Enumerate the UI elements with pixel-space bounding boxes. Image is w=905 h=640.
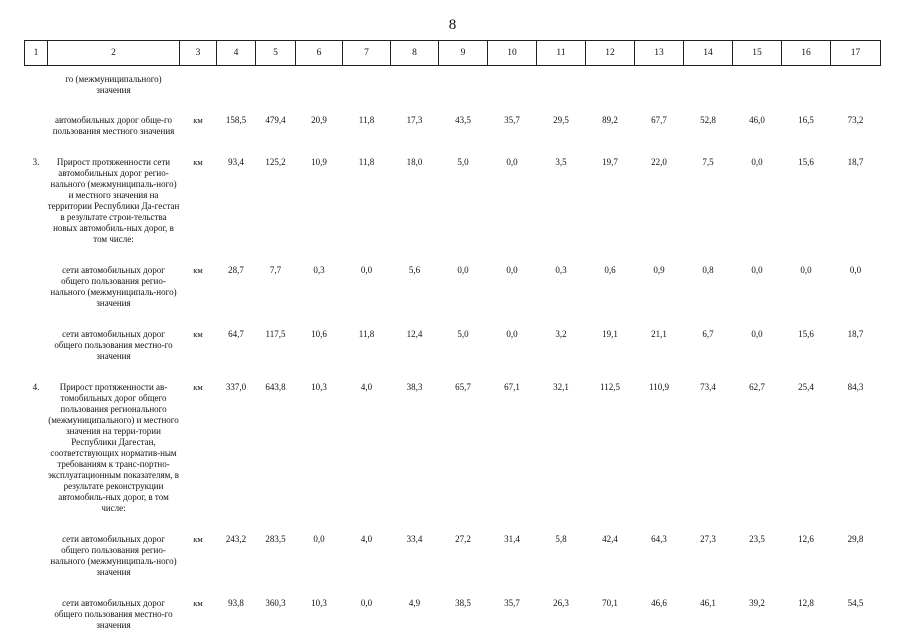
value-cell: 22,0 [651, 157, 667, 167]
header-row [25, 41, 881, 66]
value-cell: 5,0 [457, 329, 469, 339]
value-cell: 15,6 [798, 329, 814, 339]
value-cell [635, 66, 684, 106]
table-row [25, 66, 881, 106]
value-cell [537, 66, 586, 106]
row-number [25, 66, 48, 106]
row-number: 4. [32, 382, 40, 392]
value-cell: 0,0 [506, 157, 518, 167]
value-cell: 16,5 [798, 115, 814, 125]
row-unit: км [193, 265, 203, 275]
header-cell: 16 [782, 41, 831, 66]
value-cell: 7,7 [269, 265, 282, 275]
value-cell: 65,7 [455, 382, 471, 392]
row-description: Прирост протяженности сети автомобильных дорог регио-нального (межмуниципаль-ного) и местного значения на территории Республики Да-гестан в результате строи-тельства новых автомобиль-ных дорог, в том числе: [47, 157, 180, 244]
table-row [25, 255, 881, 319]
value-cell: 5,8 [555, 534, 567, 544]
header-cell: 3 [180, 41, 217, 66]
table-row [25, 588, 881, 631]
value-cell: 67,1 [504, 382, 520, 392]
value-cell: 32,1 [553, 382, 569, 392]
value-cell: 0,0 [506, 329, 518, 339]
value-cell: 11,8 [358, 157, 375, 167]
value-cell [439, 66, 488, 106]
header-cell: 11 [537, 41, 586, 66]
value-cell: 28,7 [228, 265, 244, 275]
value-cell [343, 66, 391, 106]
row-number [25, 524, 48, 588]
row-number [25, 588, 48, 631]
value-cell: 27,2 [455, 534, 471, 544]
value-cell: 0,0 [751, 265, 763, 275]
value-cell: 93,8 [228, 598, 244, 608]
row-description: сети автомобильных дорог общего пользования регио-нального (межмуниципаль-ного) значения [50, 534, 177, 577]
row-unit: км [193, 115, 203, 125]
value-cell: 0,6 [604, 265, 616, 275]
header-cell: 5 [256, 41, 296, 66]
value-cell: 46,0 [749, 115, 765, 125]
value-cell: 0,0 [313, 534, 325, 544]
value-cell: 0,0 [360, 265, 373, 275]
value-cell: 283,5 [265, 534, 286, 544]
value-cell: 337,0 [225, 382, 247, 392]
value-cell: 15,6 [798, 157, 814, 167]
value-cell: 20,9 [311, 115, 327, 125]
value-cell: 73,4 [700, 382, 716, 392]
value-cell [782, 66, 831, 106]
header-cell: 13 [635, 41, 684, 66]
value-cell: 70,1 [602, 598, 618, 608]
table-row [25, 319, 881, 372]
row-unit: км [193, 382, 203, 392]
value-cell: 29,8 [847, 534, 864, 544]
row-description: го (межмуниципального) значения [65, 74, 162, 95]
value-cell: 5,0 [457, 157, 469, 167]
value-cell: 11,8 [358, 115, 375, 125]
value-cell: 10,3 [311, 598, 327, 608]
value-cell: 12,8 [798, 598, 814, 608]
data-table [24, 40, 881, 631]
row-unit: км [193, 329, 203, 339]
value-cell: 12,4 [406, 329, 423, 339]
value-cell: 3,2 [555, 329, 567, 339]
value-cell: 110,9 [649, 382, 669, 392]
header-cell: 9 [439, 41, 488, 66]
value-cell: 62,7 [749, 382, 765, 392]
row-unit [180, 66, 217, 106]
value-cell: 4,0 [360, 534, 373, 544]
value-cell: 360,3 [265, 598, 286, 608]
header-cell: 10 [488, 41, 537, 66]
value-cell: 25,4 [798, 382, 814, 392]
row-unit: км [193, 157, 203, 167]
value-cell: 33,4 [406, 534, 423, 544]
row-number [25, 255, 48, 319]
header-cell: 17 [831, 41, 881, 66]
value-cell: 243,2 [225, 534, 247, 544]
value-cell: 42,4 [602, 534, 618, 544]
value-cell: 54,5 [847, 598, 864, 608]
row-unit: км [193, 534, 203, 544]
value-cell: 4,9 [408, 598, 421, 608]
value-cell: 11,8 [358, 329, 375, 339]
header-cell: 2 [48, 41, 180, 66]
row-description: Прирост протяженности ав-томобильных дорог общего пользования регионального (межмуниципального) и местного значения на терри-тории Республики Дагестан, соответствующих норматив-ным требованиям к транс-портно-эксплуатационным показателям, в результате реконструкции автомобиль-ных дорог, в том числе: [47, 382, 180, 513]
header-cell: 15 [733, 41, 782, 66]
value-cell: 39,2 [749, 598, 765, 608]
value-cell: 93,4 [228, 157, 244, 167]
value-cell [391, 66, 439, 106]
value-cell [586, 66, 635, 106]
value-cell: 35,7 [504, 115, 520, 125]
value-cell: 35,7 [504, 598, 520, 608]
value-cell: 38,3 [406, 382, 423, 392]
value-cell: 67,7 [651, 115, 667, 125]
value-cell [217, 66, 256, 106]
value-cell: 64,7 [228, 329, 244, 339]
value-cell: 0,0 [751, 329, 763, 339]
value-cell [296, 66, 343, 106]
value-cell: 27,3 [700, 534, 716, 544]
value-cell: 73,2 [847, 115, 864, 125]
value-cell: 43,5 [455, 115, 471, 125]
row-description: автомобильных дорог обще-го пользования местного значения [52, 115, 175, 136]
value-cell: 18,0 [406, 157, 423, 167]
value-cell: 10,6 [311, 329, 327, 339]
value-cell: 0,0 [800, 265, 812, 275]
value-cell: 5,6 [408, 265, 421, 275]
value-cell: 6,7 [702, 329, 714, 339]
value-cell: 23,5 [749, 534, 765, 544]
value-cell [488, 66, 537, 106]
value-cell [256, 66, 296, 106]
value-cell: 26,3 [553, 598, 569, 608]
value-cell: 112,5 [600, 382, 620, 392]
value-cell: 10,9 [311, 157, 327, 167]
value-cell: 125,2 [265, 157, 286, 167]
value-cell: 0,0 [360, 598, 373, 608]
row-unit: км [193, 598, 203, 608]
header-cell: 14 [684, 41, 733, 66]
value-cell [831, 66, 881, 106]
page-number: 8 [448, 17, 457, 33]
value-cell: 46,1 [700, 598, 716, 608]
header-cell: 12 [586, 41, 635, 66]
table-row [25, 524, 881, 588]
value-cell: 19,1 [602, 329, 618, 339]
row-description: сети автомобильных дорог общего пользования местно-го значения [54, 598, 173, 630]
value-cell: 0,0 [457, 265, 469, 275]
value-cell: 52,8 [700, 115, 716, 125]
value-cell [684, 66, 733, 106]
value-cell: 0,3 [313, 265, 325, 275]
row-number [25, 319, 48, 372]
value-cell: 0,8 [702, 265, 714, 275]
value-cell: 38,5 [455, 598, 471, 608]
value-cell: 0,3 [555, 265, 567, 275]
value-cell: 19,7 [602, 157, 618, 167]
value-cell: 12,6 [798, 534, 814, 544]
table-body [25, 66, 881, 632]
value-cell: 7,5 [702, 157, 714, 167]
value-cell: 21,1 [651, 329, 667, 339]
value-cell: 117,5 [265, 329, 286, 339]
table-row [25, 105, 881, 147]
value-cell: 643,8 [265, 382, 286, 392]
value-cell: 0,9 [653, 265, 665, 275]
value-cell: 10,3 [311, 382, 327, 392]
row-description: сети автомобильных дорог общего пользования регио-нального (межмуниципаль-ного) значения [50, 265, 177, 308]
value-cell: 158,5 [225, 115, 247, 125]
value-cell: 46,6 [651, 598, 667, 608]
header-cell: 8 [391, 41, 439, 66]
table-row [25, 147, 881, 255]
header-cell: 6 [296, 41, 343, 66]
row-number [25, 105, 48, 147]
header-cell: 7 [343, 41, 391, 66]
value-cell: 64,3 [651, 534, 667, 544]
value-cell: 84,3 [847, 382, 864, 392]
table-row [25, 372, 881, 524]
value-cell: 18,7 [847, 329, 864, 339]
value-cell: 89,2 [602, 115, 618, 125]
value-cell: 18,7 [847, 157, 864, 167]
value-cell: 0,0 [506, 265, 518, 275]
header-cell: 1 [25, 41, 48, 66]
value-cell: 0,0 [849, 265, 862, 275]
value-cell [733, 66, 782, 106]
row-description: сети автомобильных дорог общего пользования местно-го значения [54, 329, 173, 361]
value-cell: 17,3 [406, 115, 423, 125]
value-cell: 4,0 [360, 382, 373, 392]
value-cell: 31,4 [504, 534, 520, 544]
row-number: 3. [32, 157, 40, 167]
value-cell: 0,0 [751, 157, 763, 167]
header-cell: 4 [217, 41, 256, 66]
value-cell: 29,5 [553, 115, 569, 125]
value-cell: 479,4 [265, 115, 286, 125]
value-cell: 3,5 [555, 157, 567, 167]
